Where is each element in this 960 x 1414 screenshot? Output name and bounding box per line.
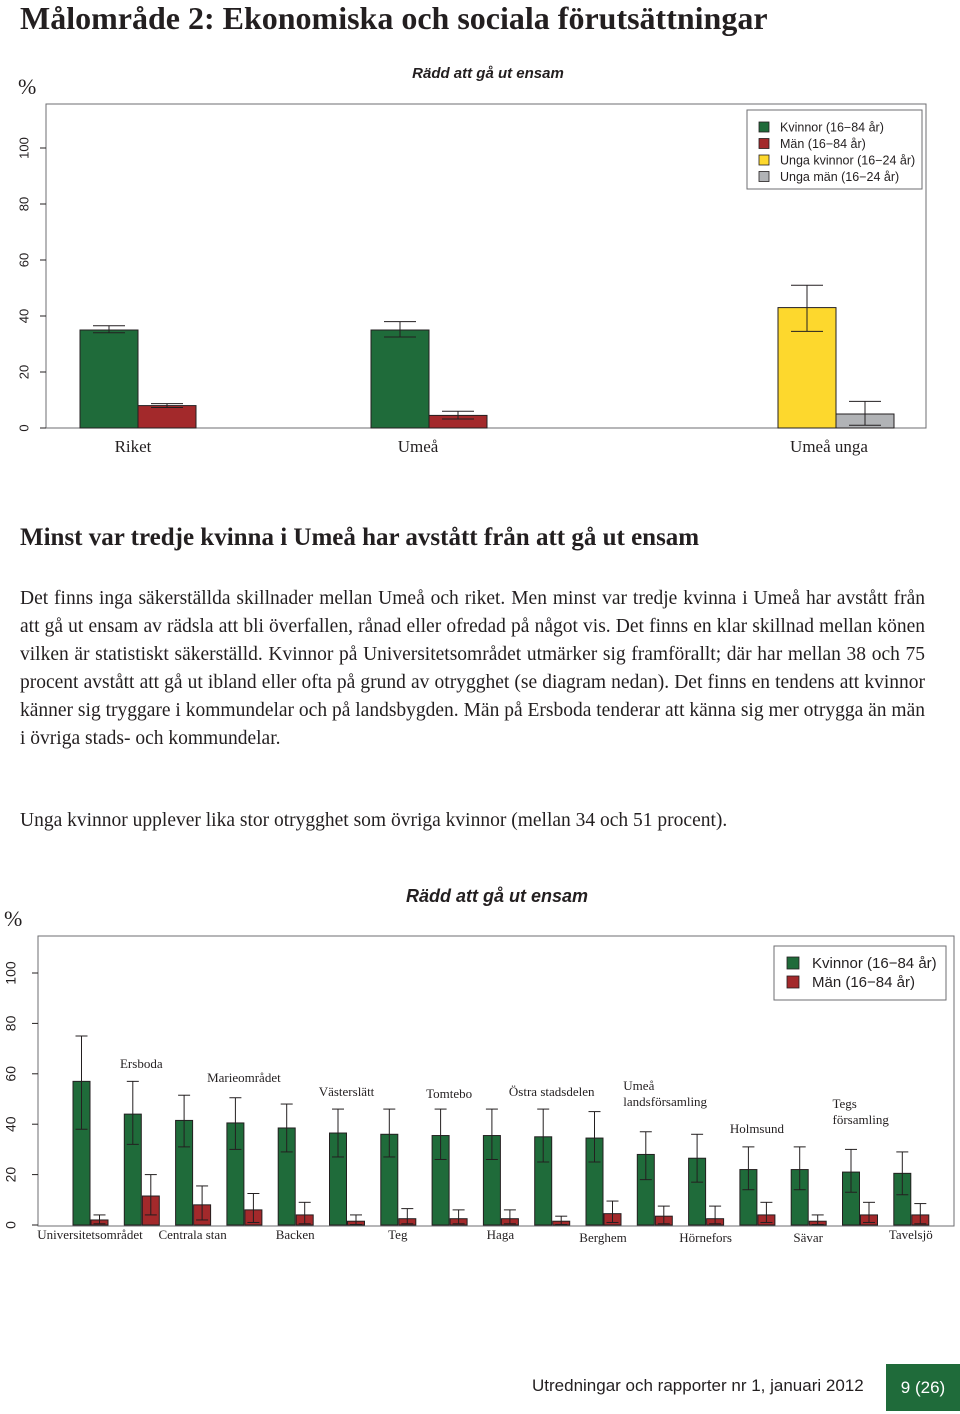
chart2-ytick-label: 0 — [2, 1221, 19, 1229]
chart1-legend-label: Kvinnor (16−84 år) — [780, 120, 884, 135]
chart2-category-label — [623, 1078, 707, 1109]
chart2-category-label: Hörnefors — [679, 1230, 732, 1245]
chart1-ytick-label: 40 — [16, 308, 32, 324]
chart2-category-label: Teg — [388, 1227, 408, 1242]
chart2-ytick-label: 100 — [2, 961, 19, 985]
chart2-ylabel: % — [4, 906, 23, 931]
chart1-ylabel: % — [18, 74, 37, 99]
chart1-category-label: Umeå unga — [790, 437, 868, 456]
chart1-category-label: Riket — [114, 437, 152, 456]
section-title: Minst var tredje kvinna i Umeå har avstått från att gå ut ensam — [20, 524, 700, 551]
chart2-category-label: Berghem — [579, 1230, 627, 1245]
chart-rikets-jamforelse — [0, 58, 960, 528]
chart2-ytick-label: 20 — [2, 1166, 19, 1183]
chart2-legend-label: Män (16−84 år) — [812, 974, 915, 991]
chart1-ytick-label: 80 — [16, 196, 32, 212]
chart2-legend-swatch — [787, 976, 799, 988]
chart1-ytick-label: 100 — [16, 137, 32, 159]
chart2-category-label: Västerslätt — [318, 1084, 375, 1099]
chart1-bar — [138, 406, 196, 428]
chart-omraden — [0, 880, 960, 1260]
chart2-category-label: Ersboda — [119, 1056, 163, 1071]
chart2-category-label: Marieområdet — [207, 1070, 281, 1085]
chart1-legend-label: Unga kvinnor (16−24 år) — [780, 153, 916, 168]
chart1-legend-swatch — [759, 172, 769, 182]
chart2-legend-swatch — [787, 957, 799, 969]
page-heading: Målområde 2: Ekonomiska och sociala förutsättningar — [20, 0, 768, 36]
chart1-ytick-label: 60 — [16, 252, 32, 268]
chart2-category-label: Sävar — [793, 1230, 824, 1245]
chart2-ytick-label: 40 — [2, 1116, 19, 1132]
chart2-ytick-label: 60 — [2, 1066, 19, 1082]
chart1-ytick-label: 20 — [16, 364, 32, 380]
chart2-category-label: Östra stadsdelen — [508, 1084, 595, 1099]
chart2-title: Rädd att gå ut ensam — [405, 886, 589, 906]
chart2-category-label: Centrala stan — [158, 1227, 227, 1242]
chart1-legend-swatch — [759, 155, 769, 165]
chart2-category-label-line: landsförsamling — [623, 1094, 708, 1109]
chart1-legend-label: Unga män (16−24 år) — [780, 170, 900, 184]
body-paragraph-2: Unga kvinnor upplever lika stor otrygghet som övriga kvinnor (mellan 34 och 51 procent). — [20, 810, 728, 831]
chart1-ytick-label: 0 — [16, 424, 32, 432]
page-number-badge — [886, 1364, 960, 1411]
chart2-ytick-label: 80 — [2, 1015, 19, 1032]
footer-text: Utredningar och rapporter nr 1, januari 2012 — [532, 1376, 864, 1395]
chart1-bar — [371, 330, 429, 428]
chart2-category-label: Backen — [275, 1227, 315, 1242]
chart2-category-label: Tavelsjö — [888, 1227, 933, 1242]
chart2-category-label: Tomtebo — [426, 1086, 473, 1101]
body-paragraph-1: Det finns inga säkerställda skillnader mellan Umeå och riket. Men minst var tredje kvinna i Umeå har avstått från att gå ut ensam av rädsla att bli överfallen, rånad eller ofredad på något vis. Det finns en klar skillnad mellan könen vilken är statistiskt säkerställd. Kvinnor på Universitetsområdet utmärker sig framförallt; där har mellan 38 och 75 procent avstått att gå ut ibland eller ofta på grund av otrygghet (se diagram nedan). Det finns en tendens att kvinnor känner sig tryggare i kommundelar och på landsbygden. Män på Ersboda tenderar att känna sig mer otrygga än män i övriga stads- och kommundelar. — [20, 588, 925, 749]
chart1-bar — [80, 330, 138, 428]
chart2-category-label: Haga — [486, 1227, 515, 1242]
chart2-category-label-line: församling — [832, 1112, 889, 1127]
chart2-category-label: Universitetsområdet — [37, 1227, 143, 1242]
page-number: 9 (26) — [900, 1377, 946, 1397]
chart2-legend-label: Kvinnor (16−84 år) — [812, 955, 937, 972]
chart1-legend-label: Män (16−84 år) — [780, 137, 866, 151]
chart1-legend-swatch — [759, 122, 769, 132]
chart2-category-label-line: Umeå — [623, 1078, 655, 1093]
chart1-category-label: Umeå — [397, 437, 439, 456]
chart2-category-label — [833, 1096, 890, 1127]
chart1-legend-swatch — [759, 139, 769, 149]
chart2-category-label-line: Tegs — [832, 1096, 857, 1111]
chart2-category-label: Holmsund — [729, 1121, 784, 1136]
chart1-title: Rädd att gå ut ensam — [412, 65, 564, 82]
